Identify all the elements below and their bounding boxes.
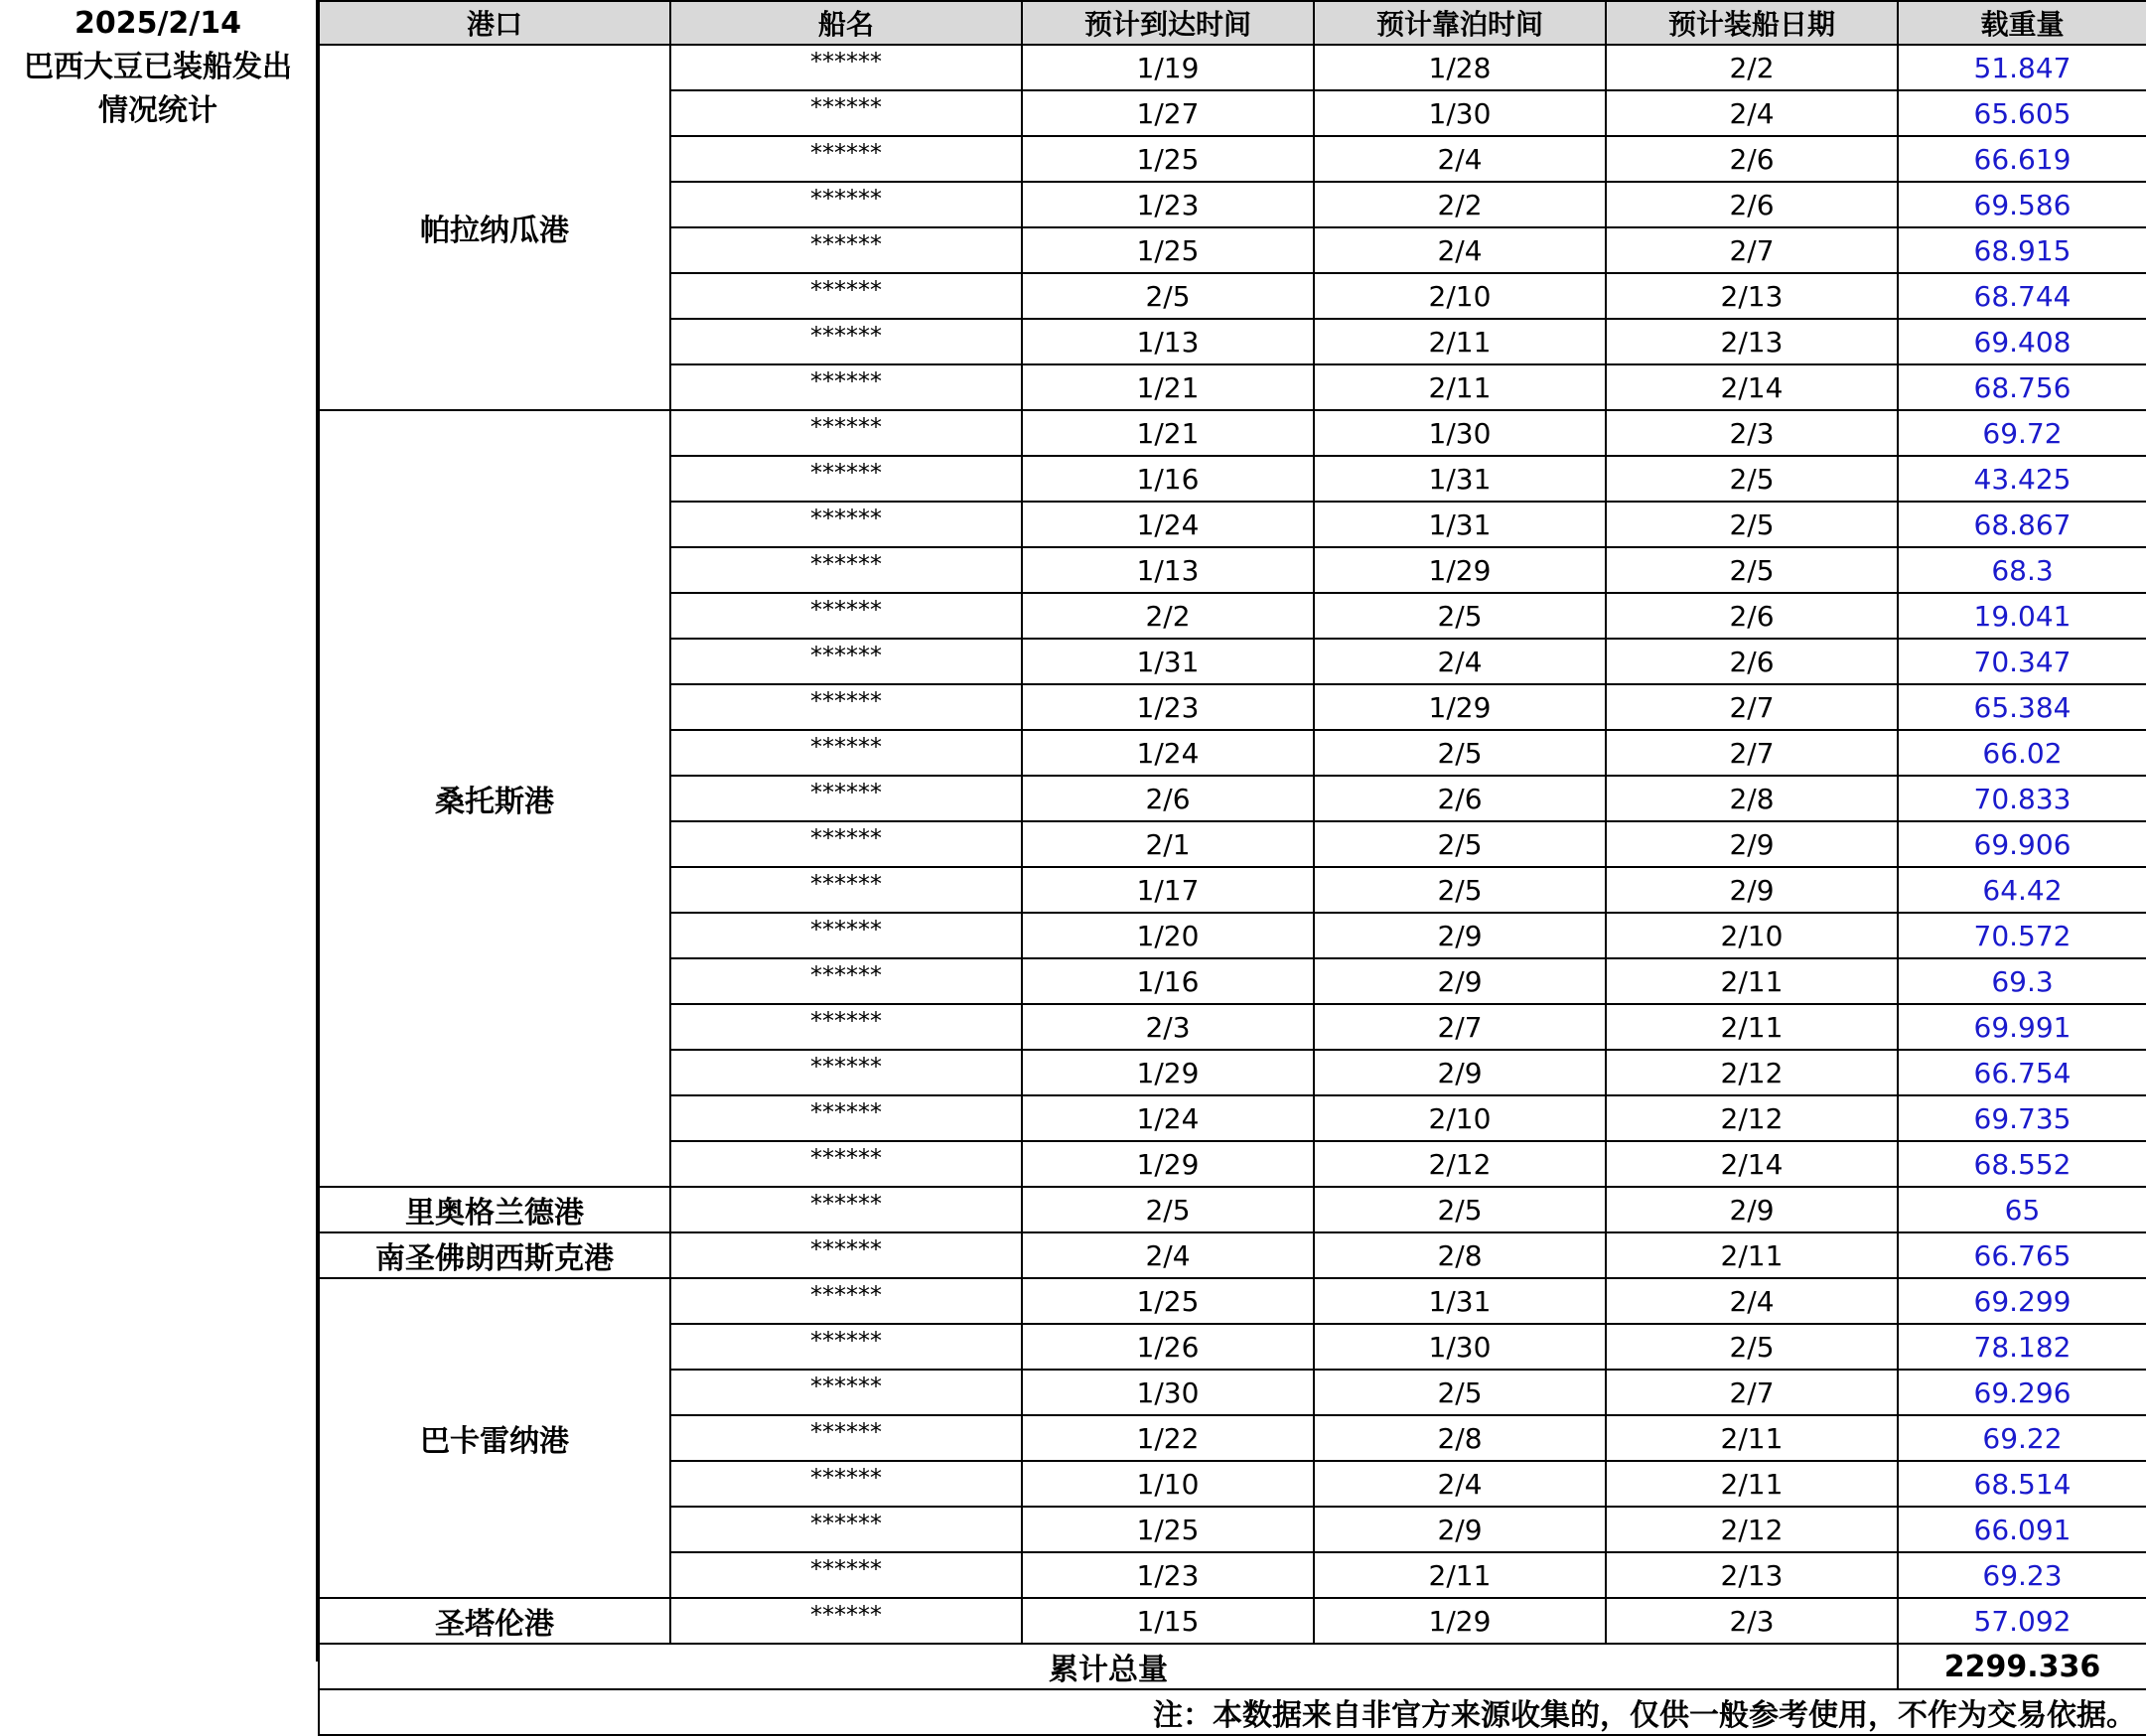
eta-cell: 1/16: [1022, 456, 1314, 502]
eta-cell: 1/25: [1022, 1278, 1314, 1324]
ship-name-cell: ******: [670, 136, 1022, 182]
table-row: [319, 410, 2146, 456]
eta-cell: 2/6: [1022, 776, 1314, 821]
ship-name-cell: ******: [670, 1370, 1022, 1415]
berth-cell: 2/9: [1314, 1050, 1606, 1095]
eta-cell: 1/24: [1022, 502, 1314, 547]
berth-cell: 2/5: [1314, 1187, 1606, 1232]
weight-cell: 68.3: [1898, 547, 2146, 593]
weight-cell: 69.735: [1898, 1095, 2146, 1141]
eta-cell: 2/1: [1022, 821, 1314, 867]
load-date-cell: 2/6: [1606, 182, 1898, 227]
weight-cell: 68.514: [1898, 1461, 2146, 1507]
port-cell: 里奥格兰德港: [319, 1187, 670, 1232]
load-date-cell: 2/12: [1606, 1095, 1898, 1141]
table-row: [319, 1187, 2146, 1232]
eta-cell: 1/29: [1022, 1141, 1314, 1187]
load-date-cell: 2/4: [1606, 90, 1898, 136]
total-row: [319, 1644, 2146, 1689]
load-date-cell: 2/5: [1606, 547, 1898, 593]
ship-name-cell: ******: [670, 182, 1022, 227]
table-row: [319, 45, 2146, 90]
weight-cell: 65.605: [1898, 90, 2146, 136]
weight-cell: 68.744: [1898, 273, 2146, 319]
ship-name-cell: ******: [670, 1415, 1022, 1461]
ship-name-cell: ******: [670, 410, 1022, 456]
load-date-cell: 2/7: [1606, 730, 1898, 776]
weight-cell: 57.092: [1898, 1598, 2146, 1644]
header-ship-name: 船名: [670, 1, 1022, 45]
report-title-line2: 情况统计: [98, 93, 217, 128]
load-date-cell: 2/7: [1606, 227, 1898, 273]
berth-cell: 2/11: [1314, 319, 1606, 364]
ship-name-cell: ******: [670, 456, 1022, 502]
eta-cell: 1/19: [1022, 45, 1314, 90]
ship-name-cell: ******: [670, 45, 1022, 90]
berth-cell: 2/10: [1314, 273, 1606, 319]
weight-cell: 68.915: [1898, 227, 2146, 273]
ship-name-cell: ******: [670, 1050, 1022, 1095]
berth-cell: 2/9: [1314, 1507, 1606, 1552]
ship-name-cell: ******: [670, 913, 1022, 958]
eta-cell: 2/5: [1022, 1187, 1314, 1232]
weight-cell: 66.02: [1898, 730, 2146, 776]
load-date-cell: 2/11: [1606, 1415, 1898, 1461]
load-date-cell: 2/13: [1606, 1552, 1898, 1598]
header-row: [319, 1, 2146, 45]
ship-name-cell: ******: [670, 1324, 1022, 1370]
load-date-cell: 2/11: [1606, 1461, 1898, 1507]
ship-name-cell: ******: [670, 1507, 1022, 1552]
load-date-cell: 2/11: [1606, 1004, 1898, 1050]
port-cell: 桑托斯港: [319, 410, 670, 1187]
berth-cell: 1/28: [1314, 45, 1606, 90]
header-port: 港口: [319, 1, 670, 45]
weight-cell: 69.991: [1898, 1004, 2146, 1050]
ship-name-cell: ******: [670, 1461, 1022, 1507]
berth-cell: 2/6: [1314, 776, 1606, 821]
berth-cell: 2/4: [1314, 1461, 1606, 1507]
header-load-date: 预计装船日期: [1606, 1, 1898, 45]
report-date: 2025/2/14: [73, 6, 242, 41]
berth-cell: 1/31: [1314, 1278, 1606, 1324]
ship-name-cell: ******: [670, 639, 1022, 684]
load-date-cell: 2/13: [1606, 319, 1898, 364]
weight-cell: 66.754: [1898, 1050, 2146, 1095]
weight-cell: 19.041: [1898, 593, 2146, 639]
port-cell: 圣塔伦港: [319, 1598, 670, 1644]
load-date-cell: 2/10: [1606, 913, 1898, 958]
load-date-cell: 2/5: [1606, 1324, 1898, 1370]
port-cell: 巴卡雷纳港: [319, 1278, 670, 1598]
header-weight: 载重量: [1898, 1, 2146, 45]
berth-cell: 1/30: [1314, 90, 1606, 136]
ship-name-cell: ******: [670, 90, 1022, 136]
berth-cell: 2/5: [1314, 867, 1606, 913]
berth-cell: 1/29: [1314, 1598, 1606, 1644]
ship-name-cell: ******: [670, 1598, 1022, 1644]
ship-name-cell: ******: [670, 958, 1022, 1004]
weight-cell: 65.384: [1898, 684, 2146, 730]
eta-cell: 2/2: [1022, 593, 1314, 639]
eta-cell: 1/13: [1022, 319, 1314, 364]
eta-cell: 1/20: [1022, 913, 1314, 958]
ship-name-cell: ******: [670, 593, 1022, 639]
berth-cell: 2/9: [1314, 958, 1606, 1004]
ship-name-cell: ******: [670, 1232, 1022, 1278]
load-date-cell: 2/3: [1606, 410, 1898, 456]
eta-cell: 2/5: [1022, 273, 1314, 319]
load-date-cell: 2/2: [1606, 45, 1898, 90]
berth-cell: 2/8: [1314, 1232, 1606, 1278]
eta-cell: 1/25: [1022, 1507, 1314, 1552]
load-date-cell: 2/6: [1606, 593, 1898, 639]
ship-name-cell: ******: [670, 867, 1022, 913]
ship-name-cell: ******: [670, 1278, 1022, 1324]
eta-cell: 1/22: [1022, 1415, 1314, 1461]
load-date-cell: 2/13: [1606, 273, 1898, 319]
berth-cell: 1/29: [1314, 547, 1606, 593]
weight-cell: 70.833: [1898, 776, 2146, 821]
berth-cell: 2/5: [1314, 821, 1606, 867]
header-eta: 预计到达时间: [1022, 1, 1314, 45]
berth-cell: 2/11: [1314, 364, 1606, 410]
load-date-cell: 2/11: [1606, 958, 1898, 1004]
load-date-cell: 2/5: [1606, 502, 1898, 547]
eta-cell: 1/27: [1022, 90, 1314, 136]
load-date-cell: 2/6: [1606, 136, 1898, 182]
weight-cell: 68.867: [1898, 502, 2146, 547]
berth-cell: 2/9: [1314, 913, 1606, 958]
weight-cell: 43.425: [1898, 456, 2146, 502]
load-date-cell: 2/4: [1606, 1278, 1898, 1324]
ship-name-cell: ******: [670, 730, 1022, 776]
berth-cell: 2/5: [1314, 593, 1606, 639]
eta-cell: 1/21: [1022, 364, 1314, 410]
berth-cell: 1/31: [1314, 502, 1606, 547]
ship-name-cell: ******: [670, 319, 1022, 364]
ship-name-cell: ******: [670, 273, 1022, 319]
berth-cell: 2/8: [1314, 1415, 1606, 1461]
ship-name-cell: ******: [670, 1187, 1022, 1232]
weight-cell: 64.42: [1898, 867, 2146, 913]
ship-name-cell: ******: [670, 547, 1022, 593]
eta-cell: 2/4: [1022, 1232, 1314, 1278]
weight-cell: 66.091: [1898, 1507, 2146, 1552]
eta-cell: 1/26: [1022, 1324, 1314, 1370]
table-row: [319, 1278, 2146, 1324]
load-date-cell: 2/12: [1606, 1507, 1898, 1552]
weight-cell: 69.22: [1898, 1415, 2146, 1461]
eta-cell: 1/16: [1022, 958, 1314, 1004]
weight-cell: 68.756: [1898, 364, 2146, 410]
load-date-cell: 2/14: [1606, 364, 1898, 410]
load-date-cell: 2/12: [1606, 1050, 1898, 1095]
port-cell: 帕拉纳瓜港: [319, 45, 670, 410]
ship-name-cell: ******: [670, 1004, 1022, 1050]
table-row: [319, 1598, 2146, 1644]
eta-cell: 1/17: [1022, 867, 1314, 913]
weight-cell: 69.408: [1898, 319, 2146, 364]
total-label: 累计总量: [319, 1644, 1898, 1689]
berth-cell: 2/4: [1314, 227, 1606, 273]
eta-cell: 1/10: [1022, 1461, 1314, 1507]
eta-cell: 1/13: [1022, 547, 1314, 593]
load-date-cell: 2/9: [1606, 867, 1898, 913]
eta-cell: 1/21: [1022, 410, 1314, 456]
eta-cell: 1/25: [1022, 136, 1314, 182]
berth-cell: 2/5: [1314, 1370, 1606, 1415]
shipment-table: [318, 0, 2146, 1736]
ship-name-cell: ******: [670, 1095, 1022, 1141]
load-date-cell: 2/9: [1606, 1187, 1898, 1232]
load-date-cell: 2/7: [1606, 1370, 1898, 1415]
load-date-cell: 2/14: [1606, 1141, 1898, 1187]
eta-cell: 1/23: [1022, 1552, 1314, 1598]
ship-name-cell: ******: [670, 227, 1022, 273]
ship-name-cell: ******: [670, 684, 1022, 730]
report-title-cell: [0, 0, 318, 1662]
header-berth: 预计靠泊时间: [1314, 1, 1606, 45]
eta-cell: 1/15: [1022, 1598, 1314, 1644]
weight-cell: 69.72: [1898, 410, 2146, 456]
load-date-cell: 2/8: [1606, 776, 1898, 821]
weight-cell: 78.182: [1898, 1324, 2146, 1370]
load-date-cell: 2/9: [1606, 821, 1898, 867]
ship-name-cell: ******: [670, 1552, 1022, 1598]
weight-cell: 69.299: [1898, 1278, 2146, 1324]
eta-cell: 1/24: [1022, 730, 1314, 776]
berth-cell: 2/2: [1314, 182, 1606, 227]
eta-cell: 1/23: [1022, 684, 1314, 730]
weight-cell: 65: [1898, 1187, 2146, 1232]
ship-name-cell: ******: [670, 502, 1022, 547]
berth-cell: 2/5: [1314, 730, 1606, 776]
eta-cell: 1/30: [1022, 1370, 1314, 1415]
berth-cell: 2/10: [1314, 1095, 1606, 1141]
disclaimer-note: 注：本数据来自非官方来源收集的，仅供一般参考使用，不作为交易依据。: [319, 1689, 2146, 1735]
ship-name-cell: ******: [670, 364, 1022, 410]
table-row: [319, 1232, 2146, 1278]
eta-cell: 1/23: [1022, 182, 1314, 227]
berth-cell: 2/12: [1314, 1141, 1606, 1187]
load-date-cell: 2/5: [1606, 456, 1898, 502]
load-date-cell: 2/11: [1606, 1232, 1898, 1278]
berth-cell: 2/7: [1314, 1004, 1606, 1050]
eta-cell: 1/25: [1022, 227, 1314, 273]
report-title-line1: 巴西大豆已装船发出: [24, 50, 292, 84]
eta-cell: 2/3: [1022, 1004, 1314, 1050]
weight-cell: 69.23: [1898, 1552, 2146, 1598]
weight-cell: 51.847: [1898, 45, 2146, 90]
weight-cell: 69.3: [1898, 958, 2146, 1004]
weight-cell: 69.586: [1898, 182, 2146, 227]
port-cell: 南圣佛朗西斯克港: [319, 1232, 670, 1278]
berth-cell: 1/31: [1314, 456, 1606, 502]
total-value: 2299.336: [1898, 1644, 2146, 1689]
ship-name-cell: ******: [670, 821, 1022, 867]
eta-cell: 1/29: [1022, 1050, 1314, 1095]
berth-cell: 2/11: [1314, 1552, 1606, 1598]
berth-cell: 1/29: [1314, 684, 1606, 730]
weight-cell: 66.765: [1898, 1232, 2146, 1278]
weight-cell: 70.347: [1898, 639, 2146, 684]
weight-cell: 66.619: [1898, 136, 2146, 182]
ship-name-cell: ******: [670, 1141, 1022, 1187]
berth-cell: 1/30: [1314, 1324, 1606, 1370]
berth-cell: 2/4: [1314, 639, 1606, 684]
eta-cell: 1/31: [1022, 639, 1314, 684]
eta-cell: 1/24: [1022, 1095, 1314, 1141]
berth-cell: 1/30: [1314, 410, 1606, 456]
berth-cell: 2/4: [1314, 136, 1606, 182]
load-date-cell: 2/6: [1606, 639, 1898, 684]
weight-cell: 69.296: [1898, 1370, 2146, 1415]
load-date-cell: 2/3: [1606, 1598, 1898, 1644]
weight-cell: 69.906: [1898, 821, 2146, 867]
load-date-cell: 2/7: [1606, 684, 1898, 730]
note-row: [319, 1689, 2146, 1735]
ship-name-cell: ******: [670, 776, 1022, 821]
weight-cell: 68.552: [1898, 1141, 2146, 1187]
weight-cell: 70.572: [1898, 913, 2146, 958]
